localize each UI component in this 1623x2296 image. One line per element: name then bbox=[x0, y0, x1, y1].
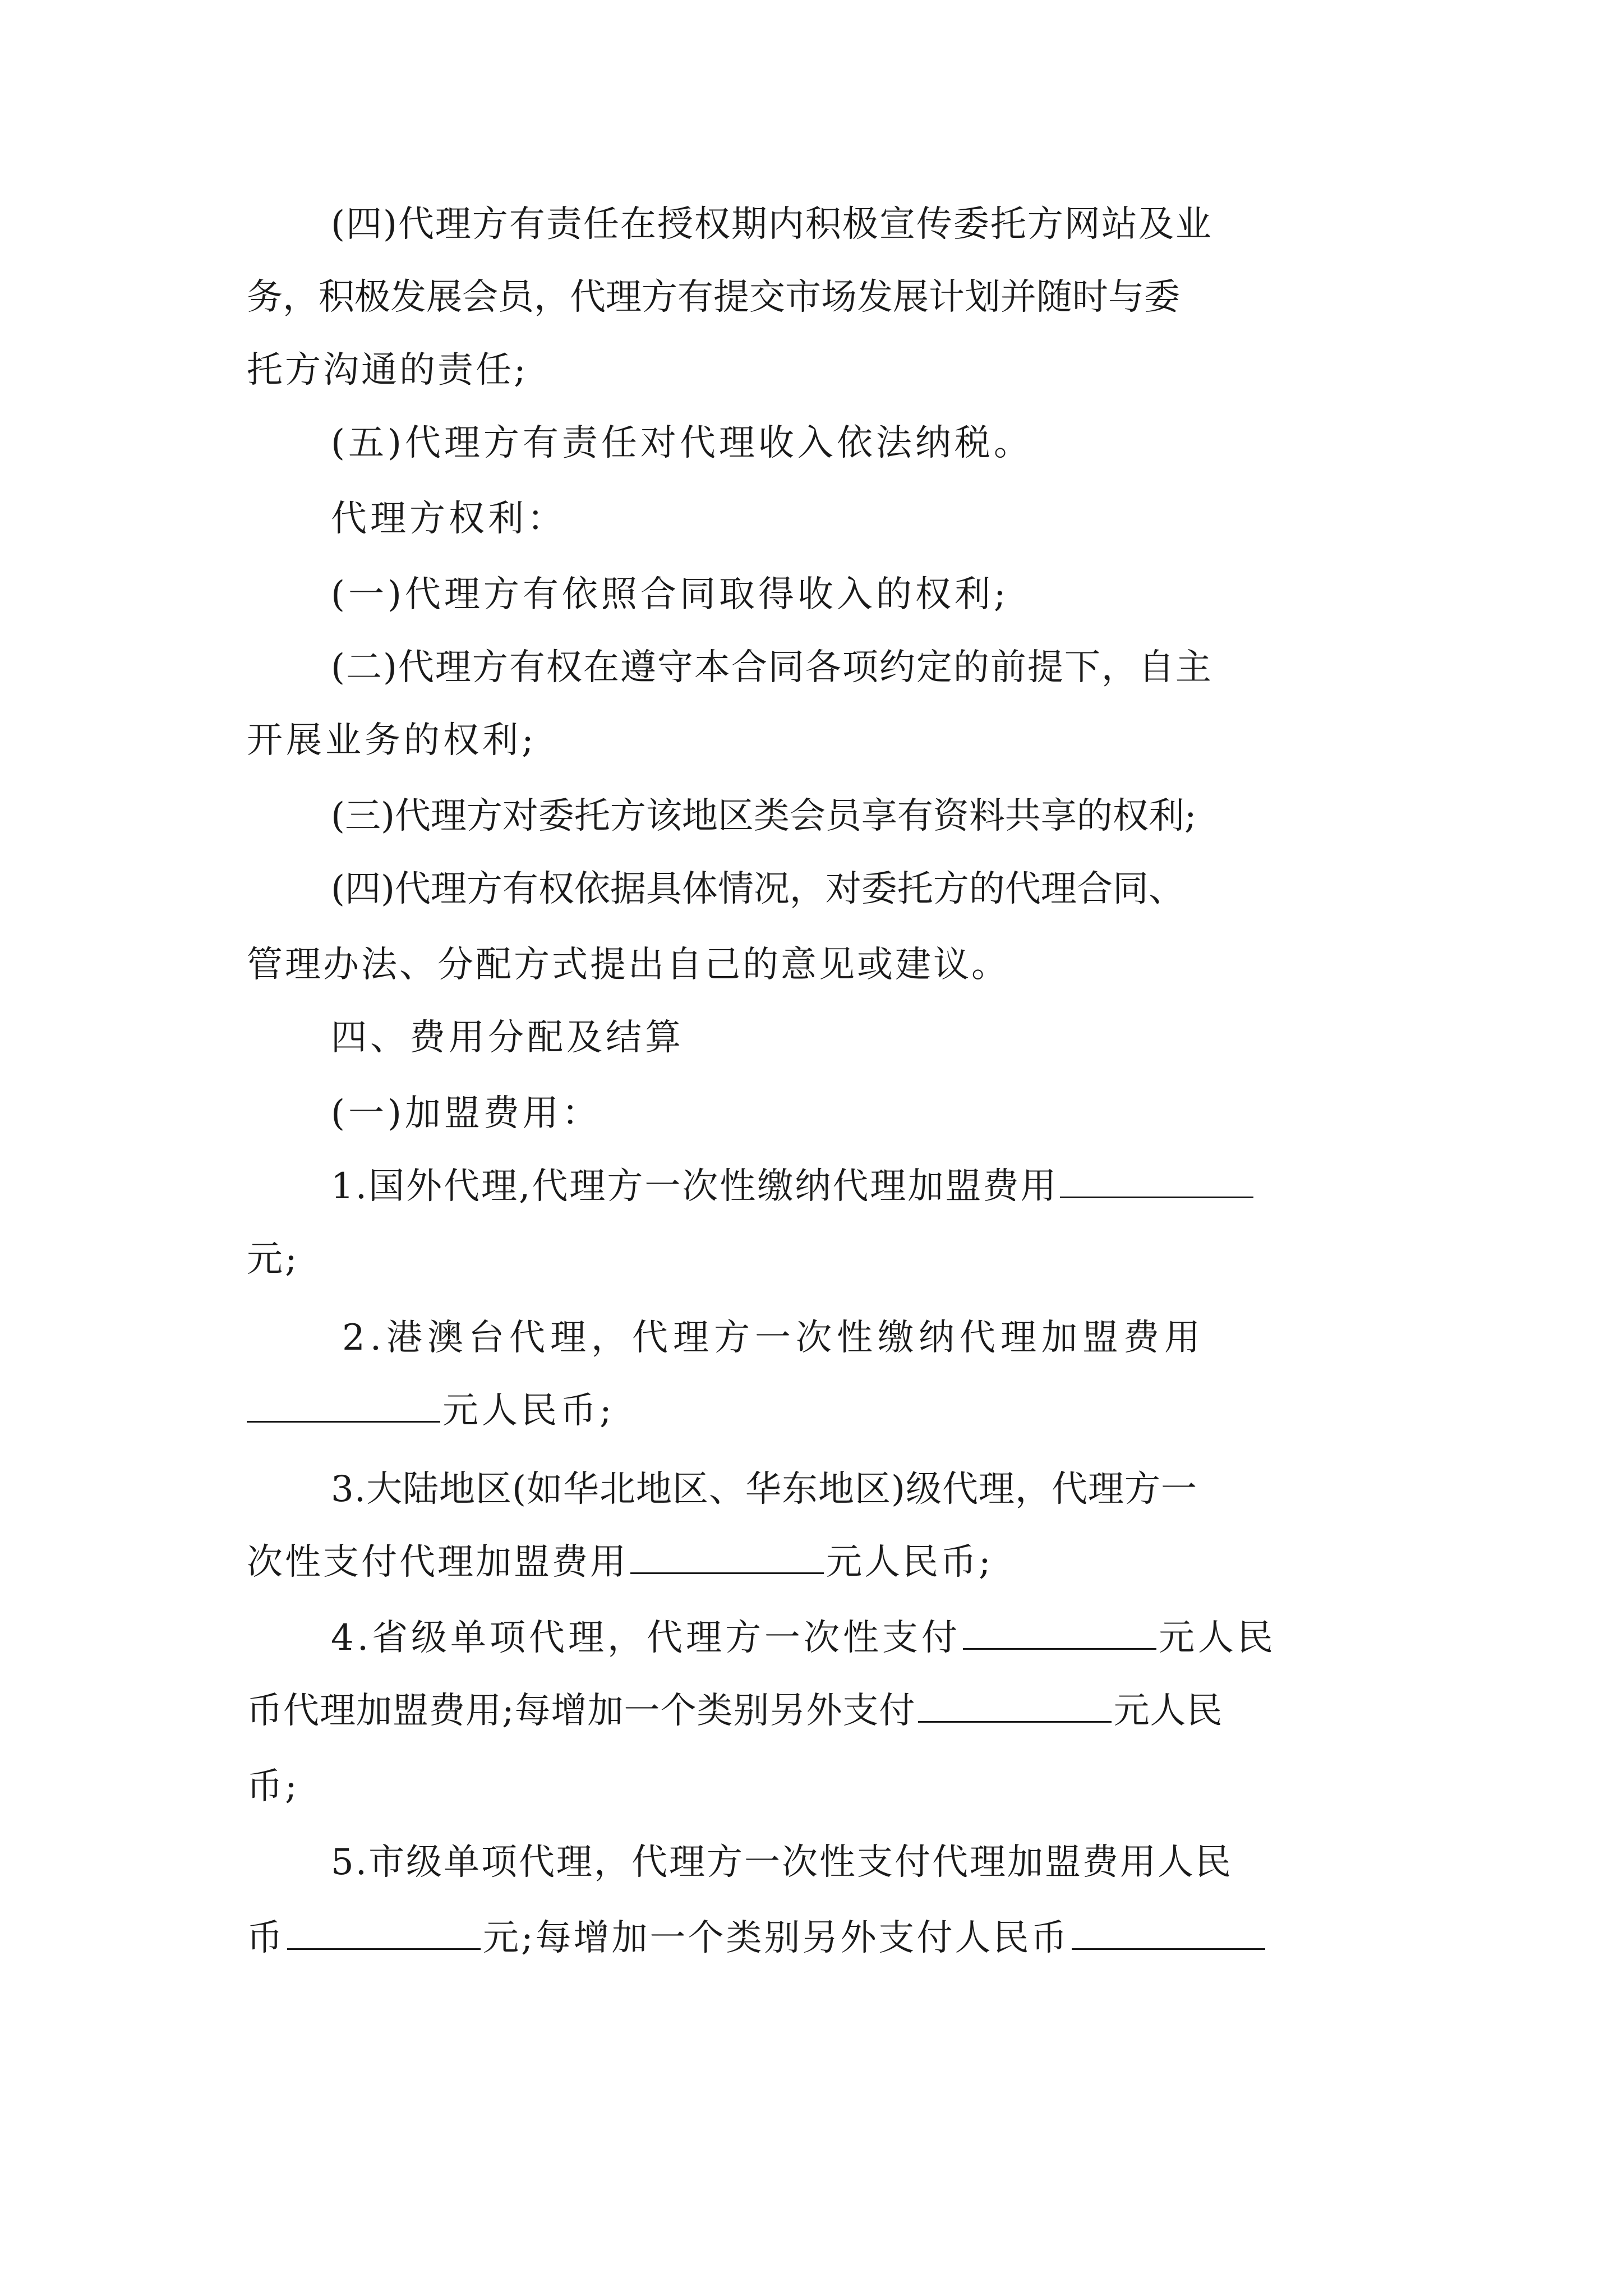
fill-blank[interactable] bbox=[963, 1614, 1156, 1650]
section-heading: 四、费用分配及结算 bbox=[331, 1017, 684, 1059]
fee-item-5-text-2: 元;每增加一个类别另外支付人民币 bbox=[483, 1917, 1069, 1959]
paragraph-line: (二)代理方有权在遵守本合同各项约定的前提下，自主 bbox=[331, 647, 1212, 688]
paragraph-line: 开展业务的权利; bbox=[247, 720, 537, 761]
paragraph-line: (五)代理方有责任对代理收入依法纳税。 bbox=[331, 422, 1033, 464]
paragraph-line: (三)代理方对委托方该地区类会员享有资料共享的权利; bbox=[331, 795, 1197, 837]
fee-item-4-unit: 元人民 bbox=[1159, 1617, 1277, 1659]
fill-blank[interactable] bbox=[630, 1539, 824, 1574]
paragraph-line: 元; bbox=[247, 1239, 299, 1280]
fee-item-4-cont bbox=[247, 1680, 1223, 1742]
fee-item-4-text-2: 币代理加盟费用;每增加一个类别另外支付 bbox=[247, 1690, 916, 1732]
fee-item-4-unit-2: 元人民 bbox=[1113, 1690, 1223, 1732]
paragraph-line: (一)代理方有依照合同取得收入的权利; bbox=[331, 574, 1009, 615]
fee-item-1 bbox=[331, 1156, 1256, 1217]
fee-item-4 bbox=[331, 1607, 1276, 1669]
fee-item-2: 2.港澳台代理，代理方一次性缴纳代理加盟费用 bbox=[342, 1317, 1206, 1359]
fee-item-3-text: 次性支付代理加盟费用 bbox=[247, 1542, 628, 1583]
section-label: 代理方权利： bbox=[331, 498, 566, 540]
paragraph-line: (四)代理方有责任在授权期内积极宣传委托方网站及业 bbox=[331, 204, 1212, 245]
fill-blank[interactable] bbox=[247, 1387, 440, 1423]
fee-item-4-text: 4.省级单项代理，代理方一次性支付 bbox=[331, 1617, 961, 1659]
fill-blank[interactable] bbox=[918, 1687, 1112, 1723]
fee-item-2-unit: 元人民币; bbox=[442, 1390, 615, 1432]
paragraph-line: (四)代理方有权依据具体情况，对委托方的代理合同、 bbox=[331, 868, 1184, 910]
fee-item-2-cont bbox=[247, 1380, 615, 1442]
paragraph-line: 托方沟通的责任; bbox=[247, 349, 528, 391]
fee-item-5: 5.市级单项代理，代理方一次性支付代理加盟费用人民 bbox=[331, 1842, 1233, 1883]
paragraph-line: 币; bbox=[247, 1766, 299, 1807]
fee-item-5-cont bbox=[247, 1907, 1267, 1969]
fee-item-3: 3.大陆地区(如华北地区、华东地区)级代理，代理方一 bbox=[331, 1469, 1197, 1510]
subsection-heading: (一)加盟费用： bbox=[331, 1093, 601, 1134]
fill-blank[interactable] bbox=[1060, 1163, 1253, 1198]
fee-item-3-unit: 元人民币; bbox=[826, 1542, 993, 1583]
fee-item-3-cont bbox=[247, 1531, 993, 1593]
fee-item-5-text: 币 bbox=[247, 1917, 285, 1959]
paragraph-line: 务，积极发展会员，代理方有提交市场发展计划并随时与委 bbox=[247, 277, 1180, 318]
paragraph-line: 管理办法、分配方式提出自己的意见或建议。 bbox=[247, 944, 1009, 986]
fill-blank[interactable] bbox=[287, 1915, 481, 1950]
fee-item-1-text: 1.国外代理,代理方一次性缴纳代理加盟费用 bbox=[331, 1166, 1058, 1207]
fill-blank[interactable] bbox=[1072, 1915, 1265, 1950]
